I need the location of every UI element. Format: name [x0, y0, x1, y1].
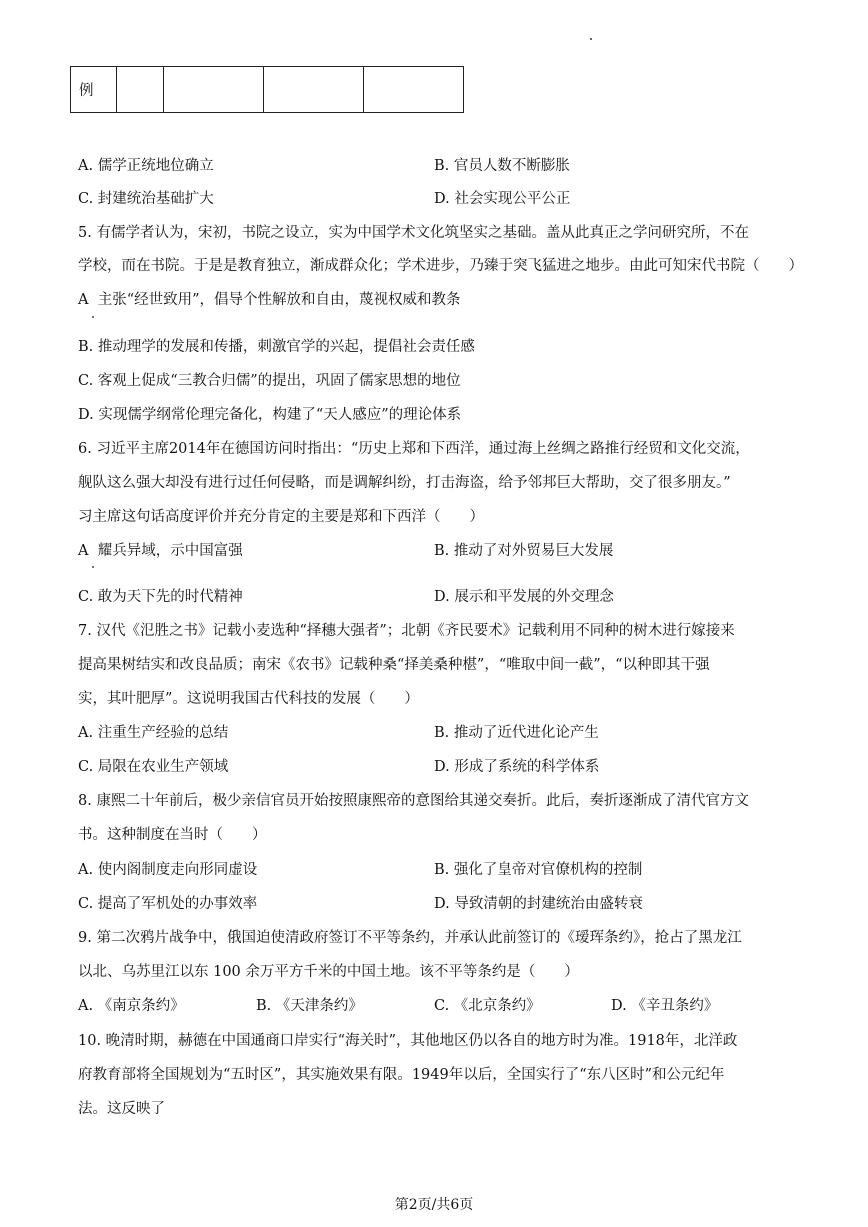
- table-fragment: [70, 66, 464, 113]
- q9-stem-line-1: 9. 第二次鸦片战争中，俄国迫使清政府签订不平等条约，并承认此前签订的《瑷珲条约》，抢占了黑龙江: [78, 930, 742, 946]
- tick-mark: [92, 566, 94, 568]
- q7-option-a: A. 注重生产经验的总结: [78, 725, 229, 741]
- q5-option-c: C. 客观上促成“三教合归儒”的提出，巩固了儒家思想的地位: [78, 373, 461, 389]
- q4-option-c: C. 封建统治基础扩大: [78, 191, 214, 207]
- table-cell: [117, 67, 164, 113]
- table-cell: 例: [71, 67, 117, 113]
- q6-stem-line-1: 6. 习近平主席2014年在德国访问时指出：“历史上郑和下西洋，通过海上丝绸之路推行经贸和文化交流，: [78, 441, 750, 457]
- q8-stem-line-2: 书。这种制度在当时（ ）: [78, 827, 267, 843]
- page-dot-mark: [590, 38, 592, 40]
- q8-stem-line-1: 8. 康熙二十年前后，极少亲信官员开始按照康熙帝的意图给其递交奏折。此后，奏折逐渐成了清代官方文: [78, 793, 749, 809]
- q8-option-d: D. 导致清朝的封建统治由盛转衰: [434, 896, 643, 912]
- q4-option-d: D. 社会实现公平公正: [434, 191, 571, 207]
- table-cell: [364, 67, 464, 113]
- q9-option-d: D. 《辛丑条约》: [611, 998, 719, 1014]
- q6-option-b: B. 推动了对外贸易巨大发展: [434, 543, 614, 559]
- q5-stem-line-1: 5. 有儒学者认为，宋初，书院之设立，实为中国学术文化筑坚实之基础。盖从此真正之学问研究所，不在: [78, 225, 749, 241]
- q9-option-a: A. 《南京条约》: [78, 998, 185, 1014]
- q6-option-c: C. 敢为天下先的时代精神: [78, 589, 243, 605]
- table-cell: [264, 67, 364, 113]
- q7-option-b: B. 推动了近代进化论产生: [434, 725, 599, 741]
- q8-option-b: B. 强化了皇帝对官僚机构的控制: [434, 862, 643, 878]
- q10-stem-line-2: 府教育部将全国规划为“五时区”，其实施效果有限。1949年以后，全国实行了“东八区时”和公元纪年: [78, 1067, 725, 1083]
- q6-option-a: A 耀兵异域，示中国富强: [78, 543, 243, 559]
- q9-option-c: C. 《北京条约》: [434, 998, 541, 1014]
- q6-option-d: D. 展示和平发展的外交理念: [434, 589, 614, 605]
- q7-option-c: C. 局限在农业生产领域: [78, 759, 229, 775]
- q8-option-a: A. 使内阁制度走向形同虚设: [78, 862, 258, 878]
- q10-stem-line-3: 法。这反映了: [78, 1101, 165, 1117]
- tick-mark: [92, 316, 94, 318]
- q8-option-c: C. 提高了军机处的办事效率: [78, 896, 258, 912]
- q7-stem-line-3: 实，其叶肥厚”。这说明我国古代科技的发展（ ）: [78, 691, 419, 707]
- q9-stem-line-2: 以北、乌苏里江以东 100 余万平方千米的中国土地。该不平等条约是（ ）: [78, 964, 579, 980]
- q7-stem-line-1: 7. 汉代《氾胜之书》记载小麦选种“择穗大强者”；北朝《齐民要术》记载利用不同种的树木进行嫁接来: [78, 623, 735, 639]
- table-row: [71, 67, 464, 113]
- q7-option-d: D. 形成了系统的科学体系: [434, 759, 600, 775]
- q9-option-b: B. 《天津条约》: [256, 998, 363, 1014]
- table-cell: [164, 67, 264, 113]
- q5-option-a: A 主张“经世致用”，倡导个性解放和自由，蔑视权威和教条: [78, 292, 461, 308]
- q7-stem-line-2: 提高果树结实和改良品质；南宋《农书》记载种桑“择美桑种椹”，“唯取中间一截”，“以种即其干强: [78, 657, 710, 673]
- q6-stem-line-2: 舰队这么强大却没有进行过任何侵略，而是调解纠纷，打击海盗，给予邻邦巨大帮助，交了很多朋友。”: [78, 475, 731, 491]
- q4-option-a: A. 儒学正统地位确立: [78, 158, 214, 174]
- q5-option-b: B. 推动理学的发展和传播，刺激官学的兴起，提倡社会责任感: [78, 339, 475, 355]
- q4-option-b: B. 官员人数不断膨胀: [434, 158, 570, 174]
- q10-stem-line-1: 10. 晚清时期，赫德在中国通商口岸实行“海关时”，其他地区仍以各自的地方时为准。1918年，北洋政: [78, 1033, 738, 1049]
- q5-stem-line-2: 学校，而在书院。于是是教育独立，渐成群众化；学术进步，乃臻于突飞猛进之地步。由此可知宋代书院（ ）: [78, 258, 803, 274]
- page-number: 第2页/共6页: [394, 1197, 474, 1213]
- q6-stem-line-3: 习主席这句话高度评价并充分肯定的主要是郑和下西洋（ ）: [78, 509, 484, 525]
- q5-option-d: D. 实现儒学纲常伦理完备化，构建了“天人感应”的理论体系: [78, 407, 462, 423]
